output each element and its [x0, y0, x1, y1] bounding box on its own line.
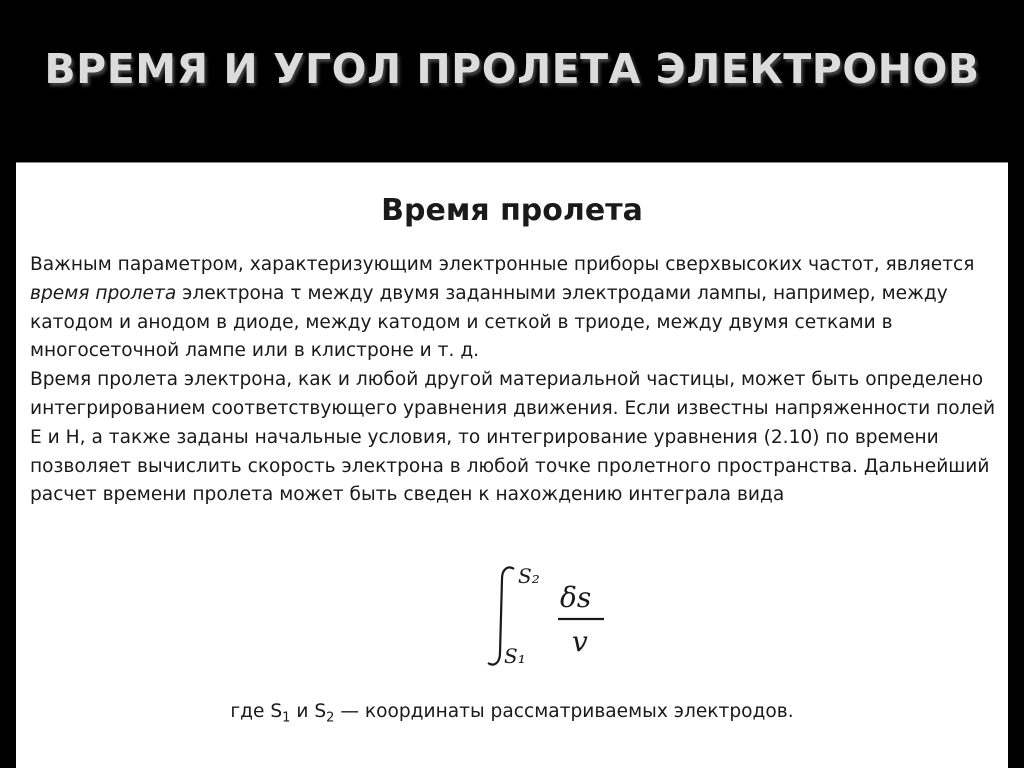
paragraph-1	[30, 251, 1005, 366]
caption-suffix: — координаты рассматриваемых электродов.	[334, 701, 794, 722]
caption-subscript-2: 2	[326, 710, 335, 726]
paragraph-1-end: электрона τ между двумя заданными электродами лампы, например, между катодом и анодом в диоде, между катодом и сеткой в триоде, между двумя сетками в многосеточной лампе или в клистроне и т. д.	[30, 282, 948, 362]
body-text	[30, 251, 1005, 510]
section-subtitle: Время пролета	[381, 193, 643, 228]
integral-lower-limit: S₁	[504, 644, 526, 668]
caption-middle: и S	[290, 701, 327, 722]
fraction-numerator: δs	[560, 581, 592, 614]
paragraph-1-start: Важным параметром, характеризующим электронные приборы сверхвысоких частот, является	[30, 254, 975, 275]
integral-upper-limit: S₂	[518, 564, 540, 588]
paragraph-2: Время пролета электрона, как и любой другой материальной частицы, может быть определено интегрированием соответствующего уравнения движения. Если известны напряженности полей E и H, а также заданы начальные условия, то интегрирование уравнения (2.10) по времени позволяет вычислить скорость электрона в любой точке пролетного пространства. Дальнейший расчет времени пролета может быть сведен к нахождению интеграла вида	[30, 369, 996, 506]
formula-caption	[16, 701, 1008, 726]
paragraph-1-emphasis: время пролета	[30, 282, 177, 304]
content-panel	[16, 162, 1008, 768]
slide-title: ВРЕМЯ И УГОЛ ПРОЛЕТА ЭЛЕКТРОНОВ	[44, 45, 980, 93]
integral-formula	[480, 561, 620, 671]
caption-subscript-1: 1	[282, 710, 291, 726]
slide-header	[0, 0, 1024, 160]
fraction-denominator: v	[572, 625, 588, 658]
caption-prefix: где S	[230, 701, 283, 722]
